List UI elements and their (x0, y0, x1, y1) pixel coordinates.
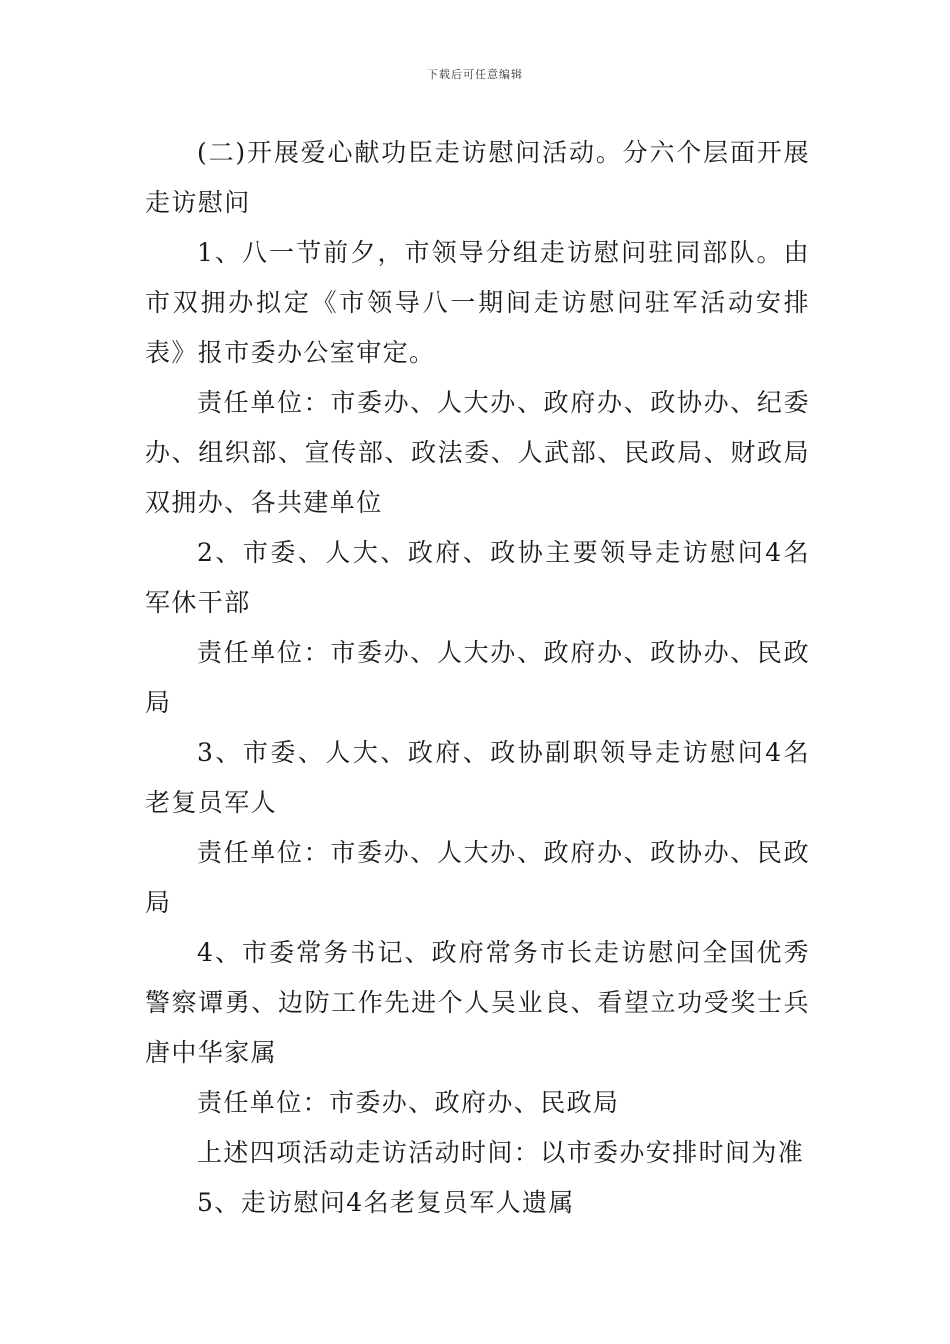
paragraph-activity-time: 上述四项活动走访活动时间：以市委办安排时间为准 (197, 1138, 805, 1167)
paragraph-responsible-units-3: 责任单位：市委办、人大办、政府办、政协办、民政局 (145, 838, 810, 917)
document-body (145, 128, 810, 1228)
paragraph-item-1: 1、八一节前夕，市领导分组走访慰问驻同部队。由市双拥办拟定《市领导八一期间走访慰问驻军活动安排表》报市委办公室审定。 (145, 238, 810, 367)
page-header: 下载后可任意编辑 (427, 68, 523, 81)
paragraph-responsible-units-4: 责任单位：市委办、政府办、民政局 (197, 1088, 620, 1117)
paragraph-item-5: 5、走访慰问4名老复员军人遗属 (197, 1188, 575, 1217)
paragraph-item-2: 2、市委、人大、政府、政协主要领导走访慰问4名军休干部 (145, 538, 810, 617)
paragraph-responsible-units-1: 责任单位：市委办、人大办、政府办、政协办、纪委办、组织部、宣传部、政法委、人武部、民政局、财政局双拥办、各共建单位 (145, 388, 810, 517)
paragraph-item-3: 3、市委、人大、政府、政协副职领导走访慰问4名老复员军人 (145, 738, 810, 817)
paragraph-section-heading: (二)开展爱心献功臣走访慰问活动。分六个层面开展走访慰问 (145, 138, 810, 217)
paragraph-item-4: 4、市委常务书记、政府常务市长走访慰问全国优秀警察谭勇、边防工作先进个人吴业良、看望立功受奖士兵唐中华家属 (145, 938, 810, 1067)
paragraph-responsible-units-2: 责任单位：市委办、人大办、政府办、政协办、民政局 (145, 638, 810, 717)
